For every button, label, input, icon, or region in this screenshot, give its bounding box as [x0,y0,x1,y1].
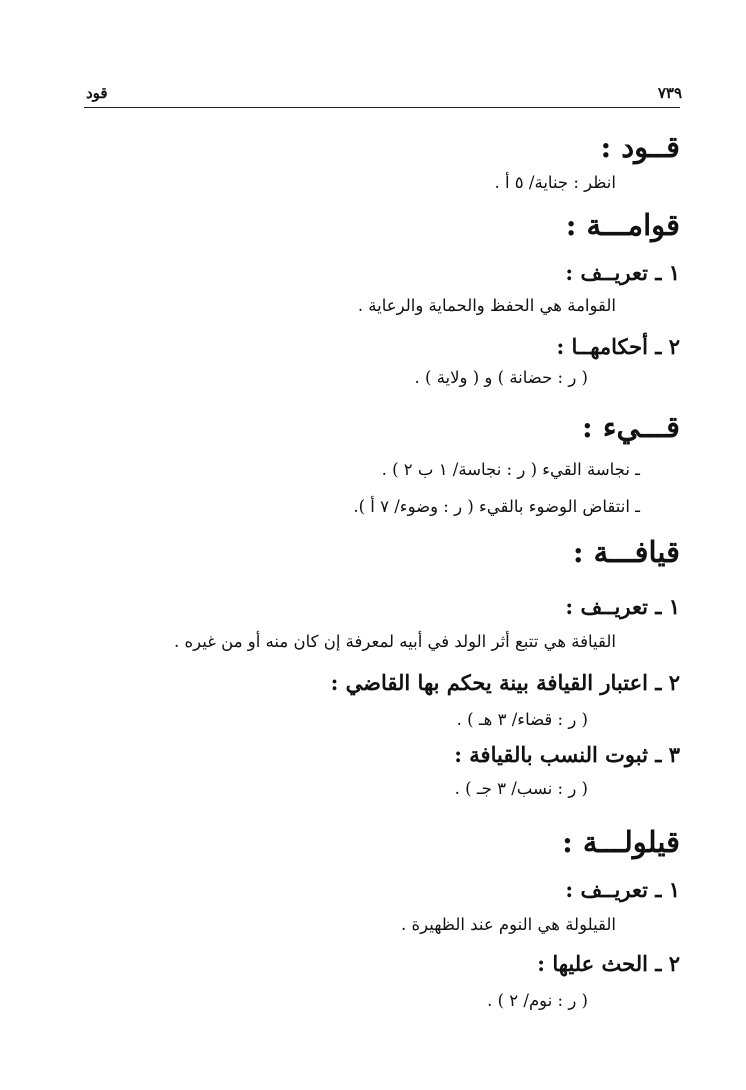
entry-title-qawd: قــود : [600,130,680,164]
section-text-qiyafa-1: القيافة هي تتبع أثر الولد في أبيه لمعرفة إن كان منه أو من غيره . [174,632,616,651]
section-title-qaylula-1: ١ ـ تعريــف : [565,877,680,902]
section-title-qaylula-2: ٢ ـ الحث عليها : [537,951,680,976]
entry-title-qay: قـــيء : [582,410,680,444]
list-item-qay-2: ـ انتقاض الوضوء بالقيء ( ر : وضوء/ ٧ أ ). [353,497,640,516]
section-text-qiwama-2: ( ر : حضانة ) و ( ولاية ) . [414,368,588,387]
list-item-qay-1: ـ نجاسة القيء ( ر : نجاسة/ ١ ب ٢ ) . [381,460,640,479]
section-text-qaylula-1: القيلولة هي النوم عند الظهيرة . [400,915,616,934]
section-text-qaylula-2: ( ر : نوم/ ٢ ) . [487,991,588,1010]
section-title-qiyafa-3: ٣ ـ ثبوت النسب بالقيافة : [454,742,680,767]
page-number: ٧٣٩ [657,84,682,102]
entry-title-qiwama: قوامـــة : [565,208,680,242]
entry-title-qiyafa: قيافـــة : [572,535,680,569]
section-title-qiyafa-2: ٢ ـ اعتبار القيافة بينة يحكم بها القاضي : [330,670,680,695]
section-title-qiwama-2: ٢ ـ أحكامهــا : [556,334,680,359]
section-text-qiyafa-2: ( ر : قضاء/ ٣ هـ ) . [456,710,588,729]
section-text-qiwama-1: القوامة هي الحفظ والحماية والرعاية . [357,296,616,315]
header-rule [84,107,680,108]
running-head: قود [86,84,108,102]
entry-see-qawd: انظر : جناية/ ٥ أ . [494,173,616,192]
entry-title-qaylula: قيلولـــة : [562,825,680,859]
section-text-qiyafa-3: ( ر : نسب/ ٣ جـ ) . [454,779,588,798]
section-title-qiyafa-1: ١ ـ تعريــف : [565,594,680,619]
section-title-qiwama-1: ١ ـ تعريــف : [565,260,680,285]
